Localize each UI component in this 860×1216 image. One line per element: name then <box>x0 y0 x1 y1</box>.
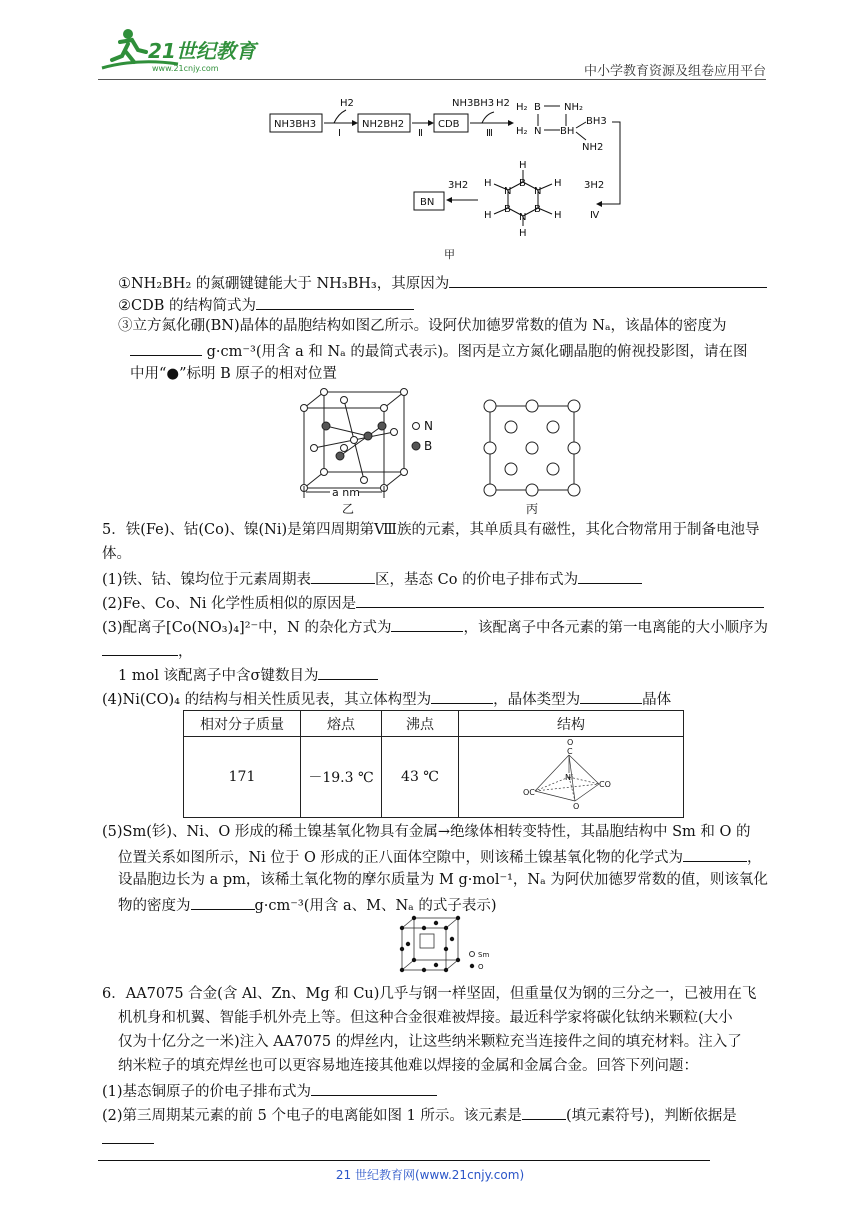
table-header: 结构 <box>459 711 684 737</box>
q6-line3: 仅为十亿分之一米)注入 AA7075 的焊丝内，让这些纳米颗粒充当连接件之间的填充材料。注入了 <box>118 1034 742 1050</box>
svg-text:H₂: H₂ <box>516 126 528 137</box>
platform-title: 中小学教育资源及组卷应用平台 <box>583 64 766 79</box>
answer-blank[interactable] <box>102 1128 154 1144</box>
box-nh2bh2: NH2BH2 <box>362 119 405 130</box>
nh2-label: NH2 <box>582 142 604 153</box>
svg-text:H: H <box>484 178 492 189</box>
svg-text:C: C <box>567 747 573 756</box>
q6-part2: (2)第三周期某元素的前 5 个电子的电离能如图 1 所示。该元素是 (填元素符号)，判断依据是 <box>102 1104 737 1126</box>
logo-url: www.21cnjy.com <box>152 64 219 73</box>
q6-line4: 纳米粒子的填充焊丝也可以更容易地连接其他难以焊接的金属和金属合金。回答下列问题： <box>118 1058 698 1074</box>
q4-item2: ②CDB 的结构简式为 <box>118 294 414 316</box>
answer-blank[interactable] <box>130 340 202 356</box>
q4-item3a: ③立方氮化硼(BN)晶体的晶胞结构如图乙所示。设阿伏加德罗常数的值为 Nₐ，该晶体的密度为 <box>118 318 727 334</box>
step-2: Ⅱ <box>418 128 423 139</box>
q5-part5a: (5)Sm(钐)、Ni、O 形成的稀土镍基氧化物具有金属→绝缘体相转变特性，其晶胞结构中 Sm 和 O 的 <box>102 824 751 840</box>
legend-sm-marker <box>470 952 475 957</box>
svg-text:O: O <box>567 738 574 747</box>
caption-bing: 丙 <box>526 502 539 516</box>
svg-text:N: N <box>534 126 542 137</box>
table-cell: 43 ℃ <box>382 737 459 818</box>
table-header: 熔点 <box>301 711 382 737</box>
footer-link[interactable]: 21 世纪教育网(www.21cnjy.com) <box>335 1168 525 1182</box>
svg-text:B: B <box>534 102 541 113</box>
nico4-structure <box>511 737 631 813</box>
answer-blank[interactable] <box>522 1104 566 1120</box>
svg-text:H: H <box>554 210 562 221</box>
sm-ni-o-cell <box>396 912 500 974</box>
q5-part5b: 位置关系如图所示，Ni 位于 O 形成的正八面体空隙中，则该稀土镍基氧化物的化学式为 ， <box>118 846 762 868</box>
reagent-nh3bh3: NH3BH3 <box>452 98 495 109</box>
legend-n: N <box>424 419 433 433</box>
box-cdb: CDB <box>438 119 460 130</box>
svg-text:H: H <box>554 178 562 189</box>
caption-jia: 甲 <box>444 248 455 260</box>
box-nh3bh3: NH3BH3 <box>274 119 317 130</box>
svg-text:H: H <box>519 160 527 171</box>
a-nm-label: a nm <box>332 486 360 499</box>
answer-blank[interactable] <box>356 592 764 608</box>
answer-blank[interactable] <box>683 846 747 862</box>
answer-blank[interactable] <box>102 640 178 656</box>
q5-intro1: 5．铁(Fe)、钴(Co)、镍(Ni)是第四周期第Ⅷ族的元素，其单质具有磁性，其化合物常用于制备电池导 <box>102 522 760 538</box>
figure-jia <box>268 92 638 260</box>
svg-text:O: O <box>573 802 580 811</box>
step-3: Ⅲ <box>486 128 493 139</box>
answer-blank[interactable] <box>580 688 642 704</box>
figure-yi-bing <box>296 386 596 516</box>
svg-text:NH₂: NH₂ <box>564 102 584 113</box>
caption-yi: 乙 <box>342 502 355 516</box>
q5-part5d: 设晶胞边长为 a pm，该稀土氧化物的摩尔质量为 M g·mol⁻¹，Nₐ 为阿伏加德罗常数的值，则该氧化 <box>118 872 768 888</box>
svg-text:N: N <box>519 212 527 223</box>
table-header: 相对分子质量 <box>184 711 301 737</box>
q4-item3b: g·cm⁻³(用含 a 和 Nₐ 的最简式表示)。图丙是立方氮化硼晶胞的俯视投影图，请在图 <box>130 340 748 362</box>
q5-part1: (1)铁、钴、镍均位于元素周期表 区，基态 Co 的价电子排布式为 <box>102 568 642 590</box>
answer-blank[interactable] <box>431 688 493 704</box>
step-4: Ⅳ <box>590 210 600 221</box>
answer-blank[interactable] <box>311 568 375 584</box>
svg-text:B: B <box>504 204 511 215</box>
q5-part4: (4)Ni(CO)₄ 的结构与相关性质见表，其立体构型为 ，晶体类型为 晶体 <box>102 688 671 710</box>
bh3-label: BH3 <box>586 116 607 127</box>
q5-part3: (3)配离子[Co(NO₃)₄]²⁻中，N 的杂化方式为 ，该配离子中各元素的第一电离能的大小顺序为 <box>102 616 768 638</box>
q6-part2-cont <box>102 1128 154 1150</box>
legend-b: B <box>424 439 433 453</box>
q5-part5e: 物的密度为 g·cm⁻³(用含 a、M、Nₐ 的式子表示) <box>118 894 497 916</box>
table-cell: －19.3 ℃ <box>301 737 382 818</box>
svg-text:H: H <box>519 228 527 239</box>
logo-text: 21世纪教育 <box>148 39 256 63</box>
step-1: Ⅰ <box>338 128 341 139</box>
header-divider <box>98 79 766 80</box>
q5-part2: (2)Fe、Co、Ni 化学性质相似的原因是 <box>102 592 764 614</box>
nico4-table <box>183 710 684 818</box>
structure-cell <box>459 737 684 818</box>
q6-line1: 6．AA7075 合金(含 Al、Zn、Mg 和 Cu)几乎与钢一样坚固，但重量仅为钢的三分之一，已被用在飞 <box>102 986 757 1002</box>
q6-part1: (1)基态铜原子的价电子排布式为 <box>102 1080 437 1102</box>
svg-text:N: N <box>534 186 542 197</box>
q4-item3c: 中用“●”标明 B 原子的相对位置 <box>130 366 337 382</box>
three-h2-left: 3H2 <box>448 180 469 191</box>
svg-text:B: B <box>534 204 541 215</box>
answer-blank[interactable] <box>578 568 642 584</box>
answer-blank[interactable] <box>449 272 767 288</box>
logo <box>98 22 268 78</box>
answer-blank[interactable] <box>256 294 414 310</box>
q6-line2: 机机身和机翼、智能手机外壳上等。但这种合金很难被焊接。最近科学家将碳化钛纳米颗粒(大小 <box>118 1010 733 1026</box>
q5-part3-sigma: 1 mol 该配离子中含σ键数目为 <box>118 664 378 686</box>
q4-item1: ①NH₂BH₂ 的氮硼键键能大于 NH₃BH₃，其原因为 <box>118 272 767 294</box>
table-cell: 171 <box>184 737 301 818</box>
svg-text:H: H <box>484 210 492 221</box>
footer-divider <box>98 1160 710 1161</box>
svg-text:B: B <box>519 178 526 189</box>
answer-blank[interactable] <box>191 894 255 910</box>
answer-blank[interactable] <box>391 616 463 632</box>
q5-intro2: 体。 <box>102 546 131 562</box>
svg-text:BH: BH <box>560 126 575 137</box>
legend-o-marker <box>470 964 474 968</box>
svg-text:CO: CO <box>599 780 611 789</box>
svg-text:OC: OC <box>523 788 535 797</box>
table-header: 沸点 <box>382 711 459 737</box>
legend-sm: Sm <box>478 951 490 959</box>
answer-blank[interactable] <box>318 664 378 680</box>
box-bn: BN <box>420 197 435 208</box>
svg-text:Ni: Ni <box>565 773 574 782</box>
answer-blank[interactable] <box>311 1080 437 1096</box>
three-h2-right: 3H2 <box>584 180 605 191</box>
svg-text:N: N <box>504 186 512 197</box>
q5-part3-cont: ， <box>102 640 193 662</box>
svg-text:H₂: H₂ <box>516 102 528 113</box>
h2-label-2: H2 <box>496 98 510 109</box>
h2-label-1: H2 <box>340 98 354 109</box>
legend-n-marker <box>413 423 420 430</box>
legend-o: O <box>478 963 484 971</box>
legend-b-marker <box>412 442 420 450</box>
